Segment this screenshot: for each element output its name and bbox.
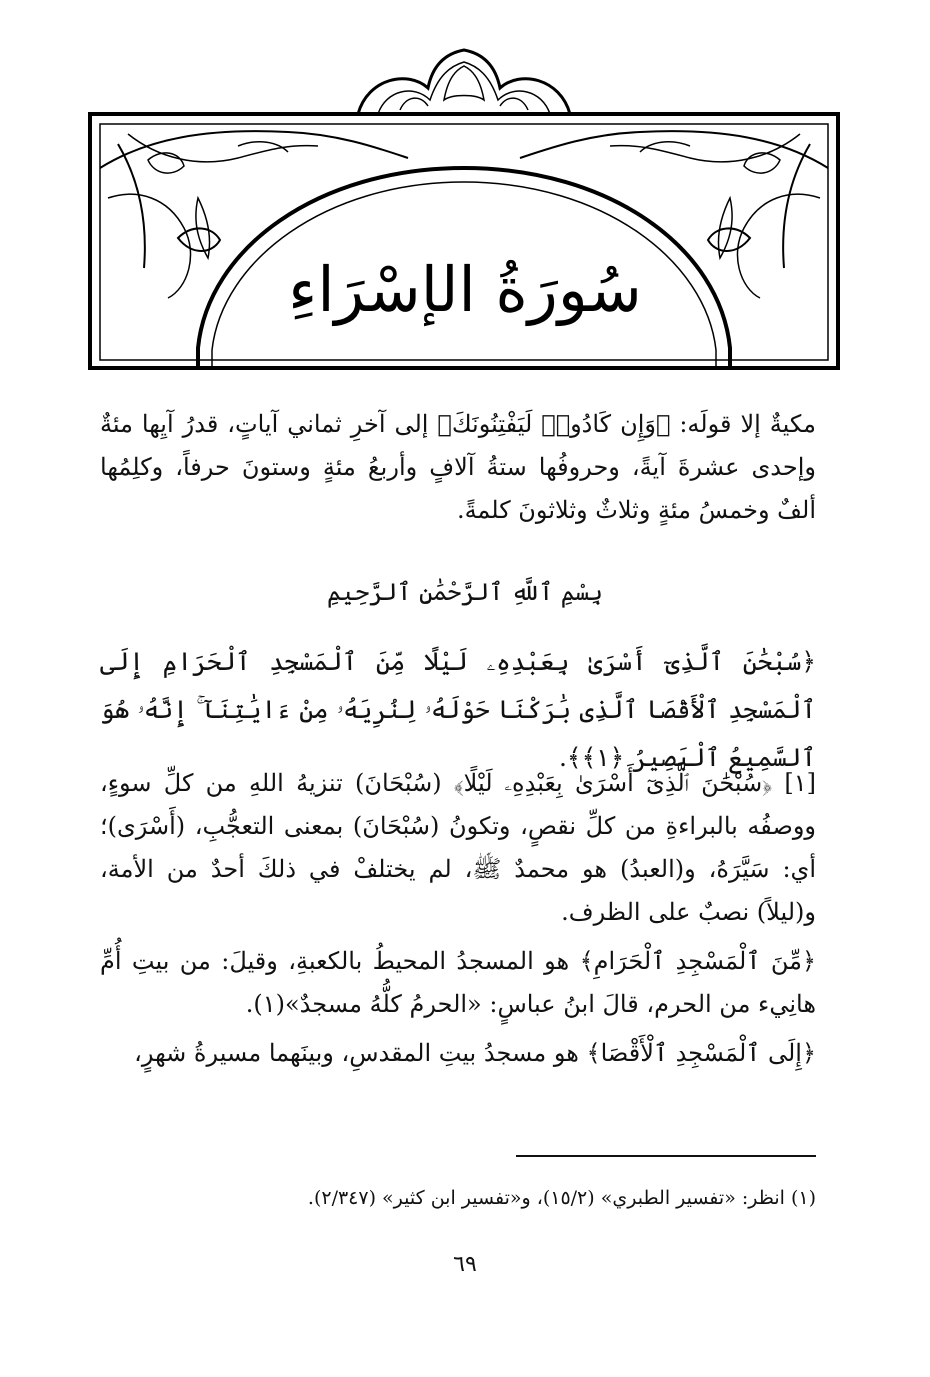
intro-paragraph: مكيةٌ إلا قولَه: ﴿وَإِن كَادُوا۟ لَيَفْتِنُونَكَ﴾ إلى آخرِ ثماني آياتٍ، قدرُ آيِها مئةٌ وإحدى عشرةَ آيةً، وحروفُها ستةُ آلافٍ وأربعُ مئةٍ وستونَ حرفاً، وكلِمُها ألفٌ وخمسُ مئةٍ وثلاثٌ وثلاثونَ كلمةً. <box>100 410 816 524</box>
verse-text: ﴿سُبْحَٰنَ ٱلَّذِىٓ أَسْرَىٰ بِعَبْدِهِۦ لَيْلًا مِّنَ ٱلْمَسْجِدِ ٱلْحَرَامِ إِلَى ٱلْمَسْجِدِ ٱلْأَقْصَا ٱلَّذِى بَٰرَكْنَا حَوْلَهُۥ لِنُرِيَهُۥ مِنْ ءَايَٰتِنَآ ۚ إِنَّهُۥ هُوَ ٱلسَّمِيعُ ٱلْبَصِيرُ ﴿١﴾﴾. <box>100 647 816 772</box>
basmala: بِسْمِ ٱللَّهِ ٱلرَّحْمَٰنِ ٱلرَّحِيمِ <box>326 578 603 606</box>
surah-intro <box>100 403 816 532</box>
commentary-paragraph: ﴿إِلَى ٱلْمَسْجِدِ ٱلْأَقْصَا﴾ هو مسجدُ بيتِ المقدسِ، وبينَهما مسيرةُ شهرٍ، <box>134 1039 816 1067</box>
commentary <box>100 762 816 1081</box>
commentary-paragraph: ﴿مِّنَ ٱلْمَسْجِدِ ٱلْحَرَامِ﴾ هو المسجدُ المحيطُ بالكعبةِ، وقيلَ: من بيتِ أُمِّ هانِيء من الحرم، قالَ ابنُ عباسٍ: «الحرمُ كلُّهُ مسجدٌ»(١). <box>100 947 816 1018</box>
surah-title: سُورَةُ الإسْرَاءِ <box>288 253 642 326</box>
quran-verse <box>100 638 816 782</box>
footnote-divider <box>516 1155 816 1157</box>
footnote: (١) انظر: «تفسير الطبري» (١٥/٢)، و«تفسير ابن كثير» (٢/٣٤٧). <box>307 1187 816 1209</box>
commentary-paragraph: [١] ﴿سُبْحَٰنَ ٱلَّذِىٓ أَسْرَىٰ بِعَبْدِهِۦ لَيْلًا﴾ (سُبْحَانَ) تنزيهُ اللهِ من كلِّ سوءٍ، ووصفُه بالبراءةِ من كلِّ نقصٍ، وتكونُ (سُبْحَانَ) بمعنى التعجُّبِ، (أَسْرَى)؛ أي: سَيَّرَهُ، و(العبدُ) هو محمدٌ ﷺ، لم يختلفْ في ذلكَ أحدٌ من الأمة، و(ليلاً) نصبٌ على الظرف. <box>100 769 816 926</box>
page-number: ٦٩ <box>453 1252 477 1277</box>
